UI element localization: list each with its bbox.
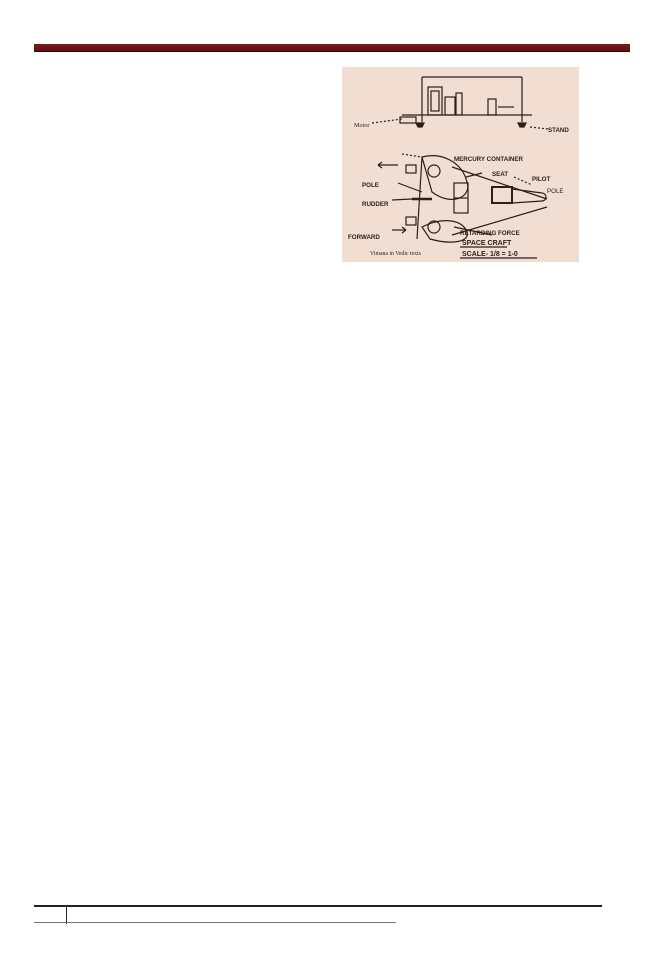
vimana-diagram bbox=[342, 67, 579, 262]
label-rudder: RUDDER bbox=[362, 201, 389, 208]
stand-leader bbox=[530, 127, 548, 129]
mercury-tank-upper bbox=[428, 165, 440, 177]
vimana-diagram-figure bbox=[342, 67, 579, 262]
label-pole-right: POLE bbox=[547, 188, 564, 195]
pole-right-shape bbox=[512, 189, 546, 203]
motor-leader bbox=[372, 119, 402, 123]
footer-rule bbox=[34, 905, 602, 907]
stand-foot-left bbox=[416, 123, 424, 127]
machinery-inner bbox=[431, 91, 439, 111]
pilot-seat-top bbox=[488, 99, 496, 115]
label-pole-left: POLE bbox=[362, 182, 379, 189]
mercury-leader bbox=[402, 154, 422, 157]
thruster-upper bbox=[406, 165, 416, 173]
label-mercury-container: MERCURY CONTAINER bbox=[454, 156, 523, 163]
figure-caption: Vimana in Vedic texts bbox=[370, 251, 421, 257]
rudder-leader bbox=[392, 199, 412, 200]
header-rule bbox=[34, 44, 630, 52]
machinery-block bbox=[445, 97, 455, 115]
label-forward: FORWARD bbox=[348, 234, 380, 241]
seat-back-top bbox=[456, 93, 462, 115]
stand-foot-right bbox=[518, 123, 526, 127]
label-retarding-force: RETARDING FORCE bbox=[460, 230, 520, 237]
label-stand: STAND bbox=[548, 127, 569, 134]
pole-left-leader bbox=[398, 183, 422, 192]
label-seat: SEAT bbox=[492, 171, 509, 178]
pilot-leader bbox=[514, 177, 532, 185]
label-title-line1: SPACE CRAFT bbox=[462, 240, 512, 247]
label-pilot: PILOT bbox=[532, 176, 551, 183]
label-motor: Motor bbox=[354, 122, 370, 129]
motor-body bbox=[400, 117, 416, 123]
label-title-line2: SCALE- 1/8 = 1-0 bbox=[462, 251, 518, 258]
footer-thin-rule bbox=[34, 922, 396, 923]
thruster-lower bbox=[406, 217, 416, 225]
pilot-box bbox=[492, 187, 512, 203]
